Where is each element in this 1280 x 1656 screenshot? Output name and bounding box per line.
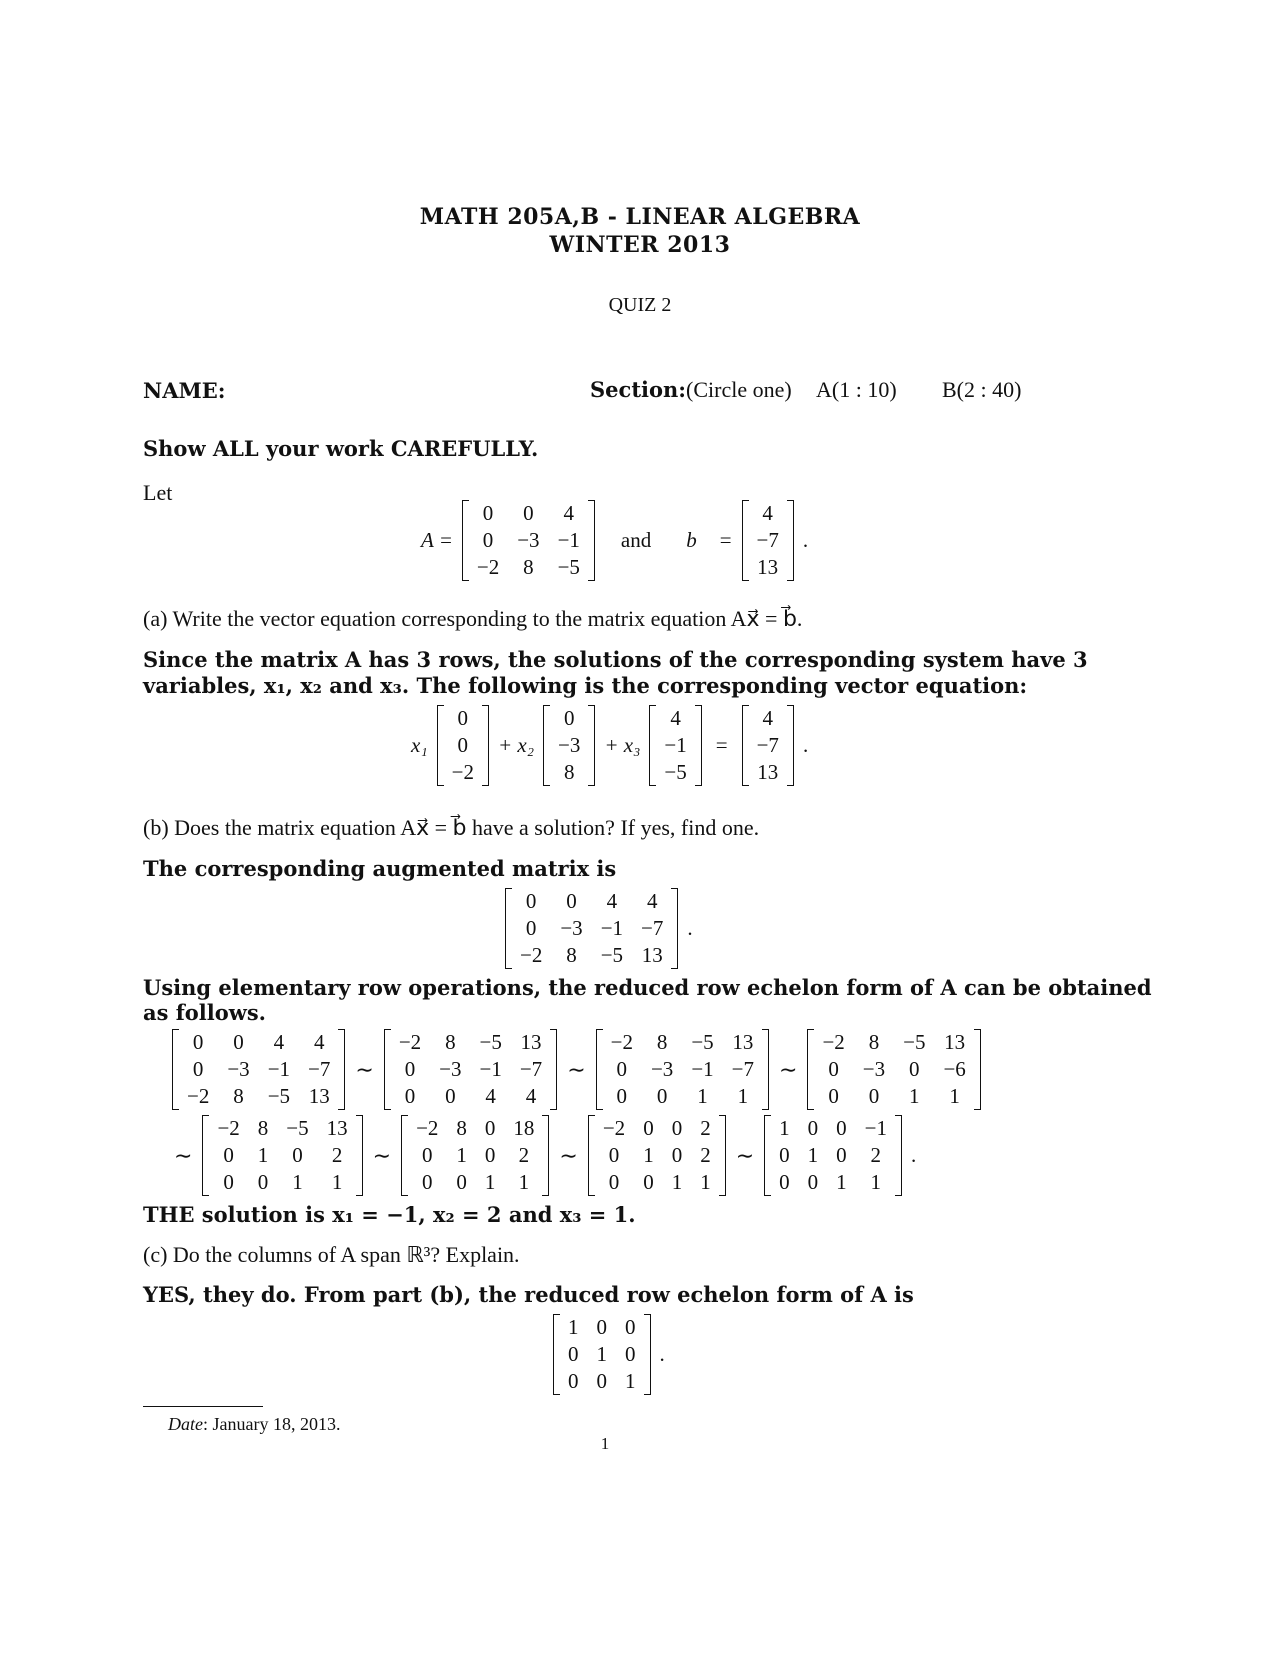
matrix-entry: 0 [192,1057,204,1081]
rref-a-row: 1 0 0 0 1 0 0 0 1 . [553,1314,674,1395]
row-reduction-matrix [764,1115,902,1196]
matrix-entry: 0 [596,1315,607,1339]
footnote-rule [143,1406,263,1407]
matrix-entry: 1 [292,1170,303,1194]
matrix-entry: 4 [563,501,574,525]
matrix-entry: 8 [233,1084,244,1108]
matrix-entry: 8 [656,1030,668,1054]
matrix-entry: 0 [233,1030,244,1054]
term-title: WINTER 2013 [549,232,731,258]
matrix-entry: 0 [671,1143,683,1167]
matrix-entry: −1 [600,916,624,940]
matrix-entry: −1 [267,1057,291,1081]
matrix-entry: 0 [484,1116,496,1140]
matrix-entry: −5 [903,1030,926,1054]
matrix-entry: 0 [525,889,537,913]
section-b: B(2 : 40) [942,377,1022,402]
matrix-entry: 0 [421,1143,433,1167]
matrix-entry: −1 [479,1057,502,1081]
matrix-entry: −2 [416,1116,439,1140]
row-equivalence-sign: ∼ [174,1142,193,1168]
matrix-entry: 0 [608,1170,620,1194]
matrix-entry: 0 [828,1057,839,1081]
matrix-entry: 0 [568,1342,579,1366]
course-title: MATH 205A,B - LINEAR ALGEBRA [419,204,861,230]
matrix-entry: 1 [949,1084,960,1108]
matrix-entry: 13 [757,760,779,784]
matrix-entry: 1 [671,1170,683,1194]
matrix-entry: 0 [643,1116,654,1140]
vector-equation: x₁ 0 0 −2 + x₂ 0 −3 8 + x₃ 4 −1 −5 = 4 −7 13 . [402,705,817,786]
matrix-entry: −3 [558,733,581,757]
matrix-entry: −1 [557,528,580,552]
matrix-entry: −2 [822,1030,845,1054]
matrix-entry: −3 [227,1057,250,1081]
matrix-entry: 0 [828,1084,839,1108]
matrix-entry: 13 [641,943,663,967]
x1-label: x₁ [411,733,428,757]
matrix-entry: 8 [445,1030,456,1054]
matrix-entry: 8 [868,1030,880,1054]
page-number: 1 [600,1434,610,1453]
matrix-entry: 0 [656,1084,668,1108]
matrix-entry: 1 [257,1143,269,1167]
matrix-entry: −5 [557,555,580,579]
matrix-entry: 13 [732,1030,754,1054]
part-a-question: (a) Write the vector equation corresponding to the matrix equation Ax⃗ = b⃗. [143,606,803,631]
matrix-entry: 0 [779,1170,790,1194]
solution-statement: THE solution is x₁ = −1, x₂ = 2 and x₃ = 1. [143,1202,636,1227]
matrix-entry: 1 [870,1170,882,1194]
matrix-entry: 2 [870,1143,882,1167]
part-c-question: (c) Do the columns of A span ℝ³? Explain. [143,1242,520,1267]
matrix-entry: 4 [313,1030,325,1054]
matrix-entry: −3 [517,528,540,552]
column-3 [649,705,701,786]
matrix-entry: 0 [616,1084,628,1108]
matrix-entry: 0 [625,1315,636,1339]
section-a: A(1 : 10) [816,377,897,402]
part-a-answer-line2: variables, x₁, x₂ and x₃. The following is the corresponding vector equation: [143,673,1028,698]
matrix-entry: −5 [691,1030,714,1054]
matrix-entry: 0 [223,1170,234,1194]
matrix-entry: −5 [479,1030,502,1054]
matrix-entry: 13 [520,1030,542,1054]
matrix-entry: −2 [476,555,500,579]
matrix-entry: −7 [756,733,779,757]
matrix-entry: 1 [484,1170,496,1194]
matrix-entry: 13 [944,1030,966,1054]
rhs-vector [742,705,794,786]
matrix-entry: −7 [731,1057,754,1081]
matrix-entry: 1 [836,1170,847,1194]
matrix-entry: 1 [625,1369,636,1393]
matrix-entry: 13 [757,555,779,579]
matrix-entry: −7 [519,1057,543,1081]
matrix-entry: 2 [700,1116,711,1140]
circle-one: (Circle one) [686,377,792,402]
matrix-entry: 0 [568,1369,579,1393]
row-equivalence-sign: ∼ [779,1056,798,1082]
matrix-entry: −5 [267,1084,291,1108]
row-equivalence-sign: ∼ [735,1142,755,1168]
row-reduction-matrix [588,1115,726,1196]
matrix-entry: 0 [525,916,537,940]
augmented-matrix [505,888,678,969]
matrix-entry: 4 [762,501,773,525]
matrix-entry: −2 [187,1084,210,1108]
matrix-entry: 4 [273,1030,285,1054]
quiz-title: QUIZ 2 [608,294,672,316]
footnote-label: Date [168,1414,203,1434]
matrix-entry: 0 [192,1030,204,1054]
matrix-entry: 1 [697,1084,708,1108]
matrix-entry: 4 [485,1084,496,1108]
row-reduction-matrix [401,1115,549,1196]
matrix-entry: 1 [737,1084,749,1108]
column-1 [437,705,489,786]
matrix-entry: −1 [691,1057,714,1081]
matrix-entry: −7 [641,916,664,940]
matrix-entry: 0 [909,1057,920,1081]
matrix-entry: 13 [308,1084,330,1108]
matrix-entry: 1 [456,1143,467,1167]
matrix-entry: 0 [456,1170,467,1194]
rref-a-matrix [553,1314,651,1395]
matrix-entry: 8 [257,1116,269,1140]
matrix-entry: 0 [421,1170,433,1194]
matrix-entry: 4 [646,889,658,913]
matrix-entry: 0 [836,1116,847,1140]
matrix-entry: −2 [398,1030,422,1054]
matrix-entry: 0 [523,501,534,525]
matrix-entry: 8 [523,555,534,579]
matrix-entry: −6 [943,1057,966,1081]
row-reduction-line-2: ∼ −2 8 −5 13 0 1 0 2 0 0 1 1 ∼ −2 8 0 18 0 1 0 2 0 0 1 1 ∼ −2 0 0 2 0 1 0 2 0 0 1 1 ∼ 1 0 0 −1 0 1 0 2 0 0 1 1 . [164,1115,925,1196]
vector-b [742,500,794,581]
b-label: b⃗ = [686,528,733,552]
row-reduction-matrix [596,1029,769,1110]
matrix-entry: 1 [518,1170,530,1194]
matrix-entry: −2 [520,943,543,967]
matrix-entry: 0 [404,1057,416,1081]
matrix-entry: −7 [756,528,779,552]
row-reduction-line-1 [172,1029,981,1110]
matrix-entry: 0 [445,1084,456,1108]
row-reduction-matrix [807,1029,980,1110]
matrix-entry: −2 [217,1116,240,1140]
matrix-entry: −3 [560,916,583,940]
matrix-entry: 1 [596,1342,607,1366]
matrix-entry: 1 [909,1084,920,1108]
equals-sign: = [715,733,728,757]
row-equivalence-sign: ∼ [355,1056,374,1082]
matrix-entry: 8 [563,760,575,784]
row-equivalence-sign: ∼ [372,1142,392,1168]
part-c-answer: YES, they do. From part (b), the reduced row echelon form of A is [143,1282,914,1307]
matrix-entry: 8 [456,1116,467,1140]
matrix-entry: 1 [568,1315,579,1339]
matrix-entry: 0 [807,1170,819,1194]
matrix-entry: −5 [600,943,624,967]
matrix-entry: 0 [868,1084,880,1108]
matrix-entry: 0 [625,1342,636,1366]
instructions: Show ALL your work CAREFULLY. [143,436,539,461]
row-equivalence-sign: ∼ [559,1142,578,1168]
matrix-entry: 1 [807,1143,819,1167]
matrix-entry: 0 [292,1143,303,1167]
footnote-text: : January 18, 2013. [203,1414,341,1434]
matrix-entry: 1 [700,1170,711,1194]
matrix-entry: −2 [451,760,474,784]
matrix-entry: 4 [670,706,681,730]
matrix-entry: 4 [606,889,618,913]
matrix-entry: 0 [643,1170,654,1194]
row-reduction-matrix [172,1029,345,1110]
matrix-entry: −1 [664,733,687,757]
section-label: Section: [590,377,687,402]
matrix-entry: 0 [779,1143,790,1167]
matrix-entry: 2 [331,1143,343,1167]
matrix-entry: 0 [566,889,577,913]
matrix-entry: 2 [518,1143,530,1167]
row-reduction-matrix [384,1029,557,1110]
matrix-entry: 0 [223,1143,234,1167]
matrix-entry: 0 [563,706,575,730]
matrix-entry: 0 [836,1143,847,1167]
matrix-entry: −7 [308,1057,331,1081]
matrix-entry: 18 [513,1116,535,1140]
matrix-entry: −2 [610,1030,633,1054]
matrix-entry: −5 [286,1116,309,1140]
matrix-entry: 0 [484,1143,496,1167]
matrix-entry: 0 [457,706,469,730]
matrix-entry: 0 [404,1084,416,1108]
x2-label: + x₂ [497,733,535,757]
matrix-entry: 8 [566,943,577,967]
matrix-entry: 0 [596,1369,607,1393]
matrix-entry: −1 [864,1116,887,1140]
matrix-entry: 0 [616,1057,628,1081]
matrix-entry: 13 [326,1116,348,1140]
matrix-entry: 0 [482,528,494,552]
a-label: A = [421,528,453,552]
matrix-entry: −3 [650,1057,674,1081]
augmented-matrix-row: 0 0 4 4 0 −3 −1 −7 −2 8 −5 13 . [505,888,702,969]
and-label: and [620,528,652,552]
section-line [590,377,792,403]
part-b-question: (b) Does the matrix equation Ax⃗ = b⃗ have a solution? If yes, find one. [143,815,760,840]
augmented-label: The corresponding augmented matrix is [143,856,617,881]
matrix-a [462,500,595,581]
matrix-entry: 0 [807,1116,819,1140]
matrix-entry: 0 [608,1143,620,1167]
rref-intro-line2: as follows. [143,1000,266,1025]
matrix-entry: 4 [525,1084,537,1108]
column-2 [543,705,595,786]
matrix-entry: 1 [643,1143,654,1167]
name-label: NAME: [143,378,226,403]
matrix-entry: 2 [700,1143,711,1167]
matrix-entry: 0 [482,501,494,525]
matrix-entry: 0 [257,1170,269,1194]
let-label: Let [143,480,173,505]
row-equivalence-sign: ∼ [567,1056,586,1082]
footnote-date [168,1414,340,1435]
matrix-entry: −5 [664,760,687,784]
matrix-entry: −2 [602,1116,626,1140]
matrix-entry: 0 [671,1116,683,1140]
matrix-entry: 1 [331,1170,343,1194]
matrix-entry: −3 [862,1057,886,1081]
matrix-entry: −3 [439,1057,462,1081]
matrix-entry: 0 [457,733,469,757]
row-reduction-matrix [202,1115,362,1196]
matrix-entry: 1 [779,1116,790,1140]
given-equation: A = 0 0 4 0 −3 −1 −2 8 −5 and b⃗ = 4 −7 13 . [412,500,817,581]
x3-label: + x₃ [604,733,641,757]
part-a-answer-line1: Since the matrix A has 3 rows, the solutions of the corresponding system have 3 [143,647,1088,672]
matrix-entry: 4 [762,706,774,730]
rref-intro-line1: Using elementary row operations, the reduced row echelon form of A can be obtained [143,975,1152,1000]
